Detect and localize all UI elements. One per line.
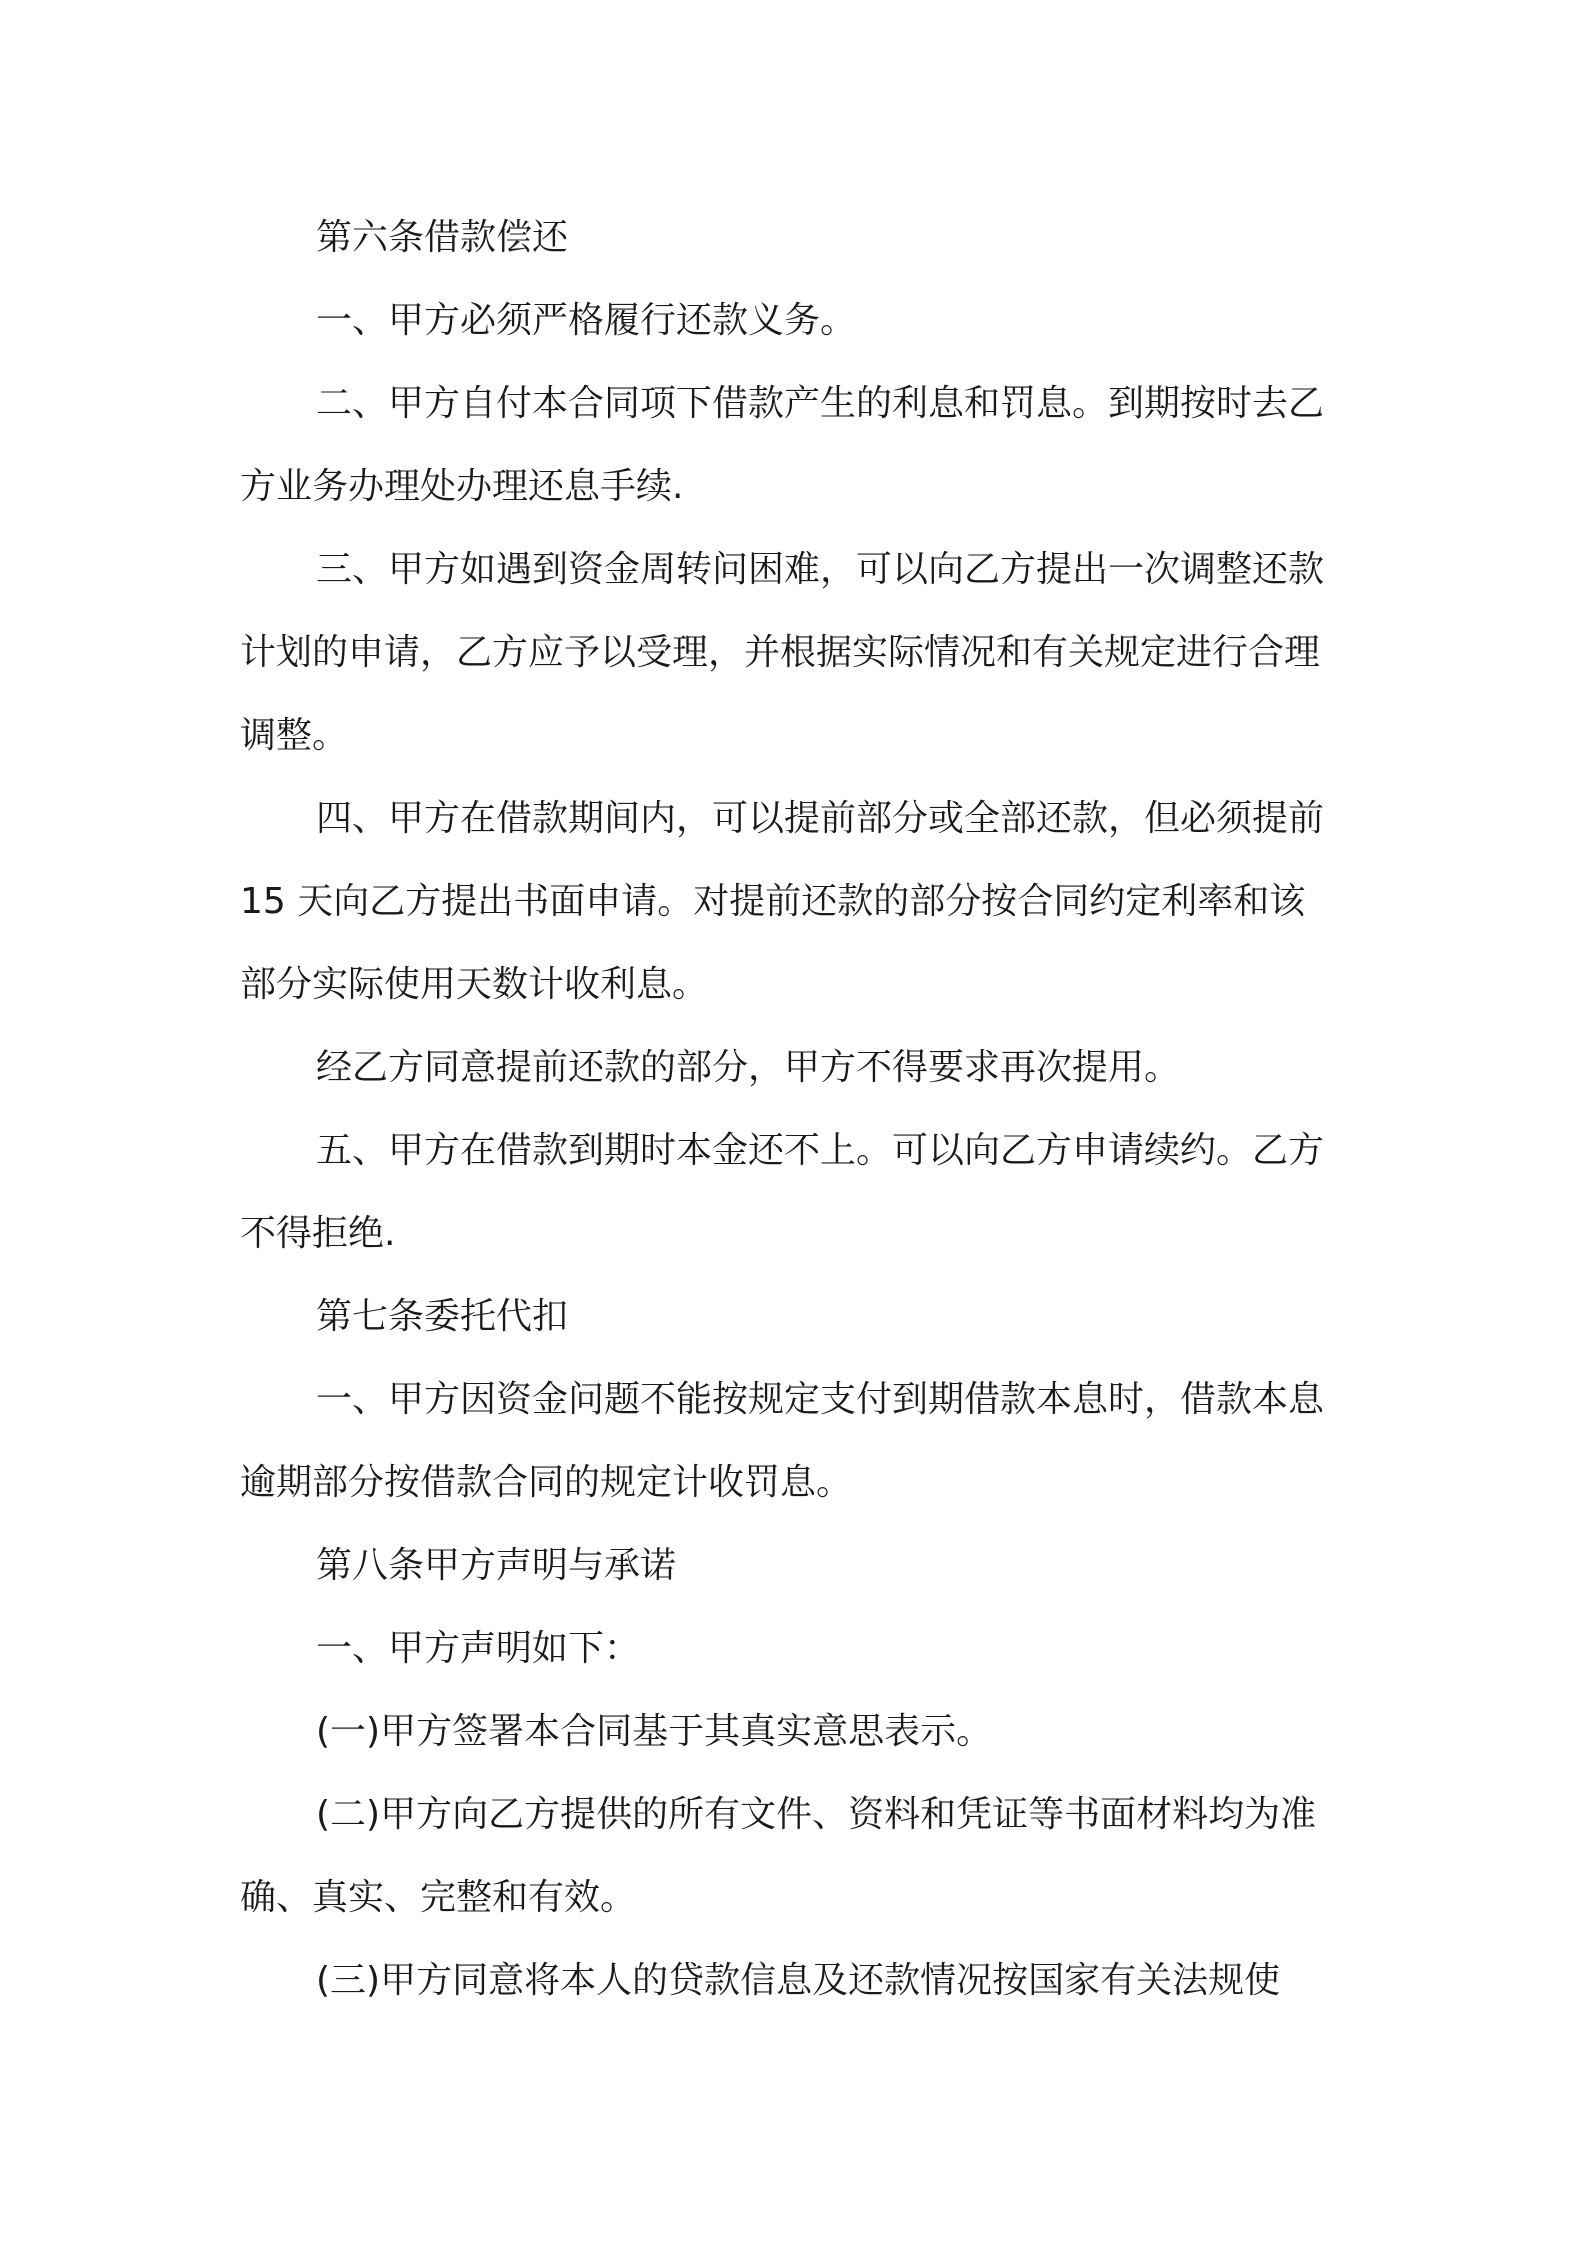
- article-6-heading: 第六条借款偿还: [316, 217, 569, 258]
- paragraph-line: (二)甲方向乙方提供的所有文件、资料和凭证等书面材料均为准: [316, 1794, 1317, 1835]
- paragraph-line: 一、甲方声明如下：: [316, 1628, 641, 1669]
- paragraph-line: 四、甲方在借款期间内，可以提前部分或全部还款，但必须提前: [316, 798, 1325, 839]
- paragraph-line: 逾期部分按借款合同的规定计收罚息。: [240, 1462, 853, 1503]
- article-8-heading: 第八条甲方声明与承诺: [316, 1545, 677, 1586]
- paragraph-line: 部分实际使用天数计收利息。: [240, 964, 709, 1005]
- paragraph-line: 调整。: [240, 715, 349, 756]
- paragraph-line: 不得拒绝.: [240, 1213, 396, 1254]
- paragraph-line: 二、甲方自付本合同项下借款产生的利息和罚息。到期按时去乙: [316, 383, 1325, 424]
- paragraph-line: 确、真实、完整和有效。: [240, 1877, 637, 1918]
- paragraph-line: 方业务办理处办理还息手续.: [240, 466, 684, 507]
- paragraph-line: 经乙方同意提前还款的部分，甲方不得要求再次提用。: [316, 1047, 1181, 1088]
- paragraph-line: 一、甲方因资金问题不能按规定支付到期借款本息时，借款本息: [316, 1379, 1325, 1420]
- paragraph-line: 三、甲方如遇到资金周转问困难，可以向乙方提出一次调整还款: [316, 549, 1325, 590]
- paragraph-line: 计划的申请，乙方应予以受理，并根据实际情况和有关规定进行合理: [240, 632, 1321, 673]
- paragraph-line: 一、甲方必须严格履行还款义务。: [316, 300, 857, 341]
- document-body: [240, 196, 1360, 2022]
- paragraph-line: 五、甲方在借款到期时本金还不上。可以向乙方申请续约。乙方: [316, 1130, 1325, 1171]
- paragraph-line: (三)甲方同意将本人的贷款信息及还款情况按国家有关法规使: [316, 1960, 1281, 2001]
- paragraph-line: (一)甲方签署本合同基于其真实意思表示。: [316, 1711, 993, 1752]
- article-7-heading: 第七条委托代扣: [316, 1296, 569, 1337]
- paragraph-line: 15 天向乙方提出书面申请。对提前还款的部分按合同约定利率和该: [240, 881, 1306, 922]
